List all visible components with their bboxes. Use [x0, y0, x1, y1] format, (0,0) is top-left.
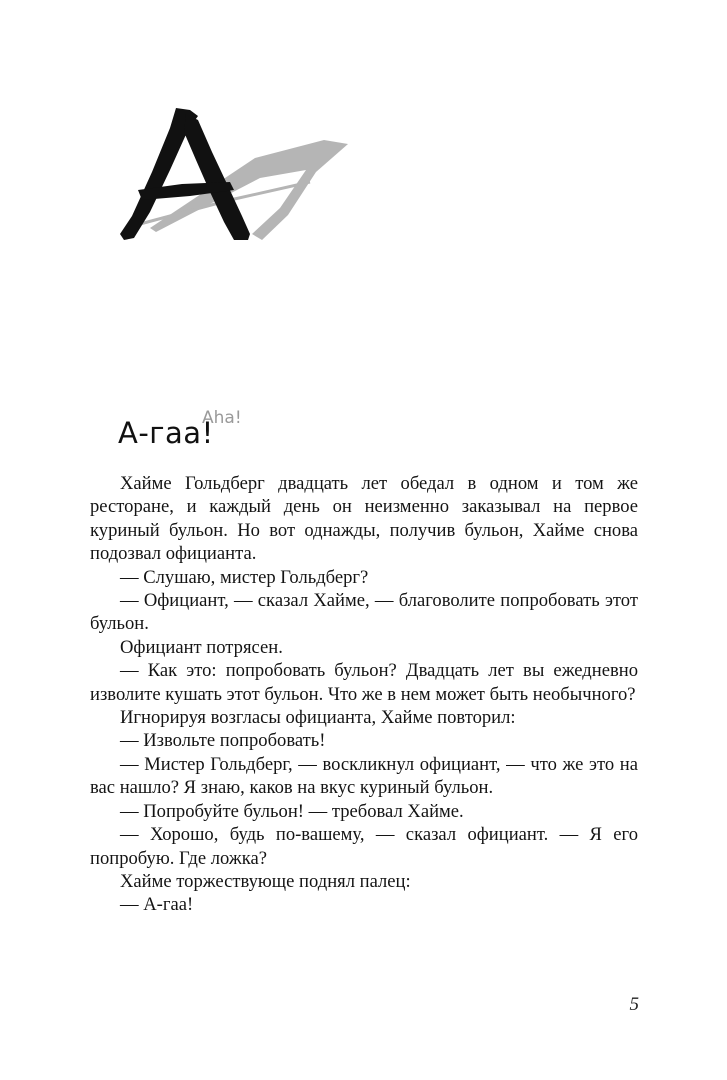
- story-paragraph: Официант потрясен.: [120, 636, 283, 658]
- story-paragraph: — Извольте попробовать!: [120, 730, 326, 752]
- story-title: [118, 408, 378, 458]
- story-paragraph: — Хорошо, будь по-вашему, — сказал официант. — Я его попробую. Где ложка?: [90, 824, 638, 869]
- story-text: [90, 472, 638, 917]
- story-paragraph: — Как это: попробовать бульон? Двадцать лет вы ежедневно изволите кушать этот бульон. Что же в нем может быть необычного?: [90, 660, 638, 705]
- story-paragraph: Хайме Гольдберг двадцать лет обедал в одном и том же ресторане, и каждый день он неизменно заказывал на первое куриный бульон. Но вот однажды, получив бульон, Хайме снова подозвал официанта.: [90, 473, 638, 565]
- story-paragraph: Игнорируя возгласы официанта, Хайме повторил:: [120, 707, 516, 729]
- title-english: Aha!: [202, 408, 242, 428]
- title-russian: А-гаа!: [118, 416, 214, 450]
- story-paragraph: Хайме торжествующе поднял палец:: [120, 870, 411, 892]
- story-paragraph: — Официант, — сказал Хайме, — благоволите попробовать этот бульон.: [90, 590, 638, 635]
- page-number: 5: [629, 994, 639, 1015]
- story-paragraph: — Попробуйте бульон! — требовал Хайме.: [120, 800, 464, 822]
- story-paragraph: — Слушаю, мистер Гольдберг?: [120, 566, 369, 588]
- story-paragraph: — Мистер Гольдберг, — воскликнул официант, — что же это на вас нашло? Я знаю, каков на вкус куриный бульон.: [90, 753, 638, 799]
- story-paragraph: — А-гаа!: [120, 894, 194, 916]
- drop-cap-letter-a: [110, 100, 360, 250]
